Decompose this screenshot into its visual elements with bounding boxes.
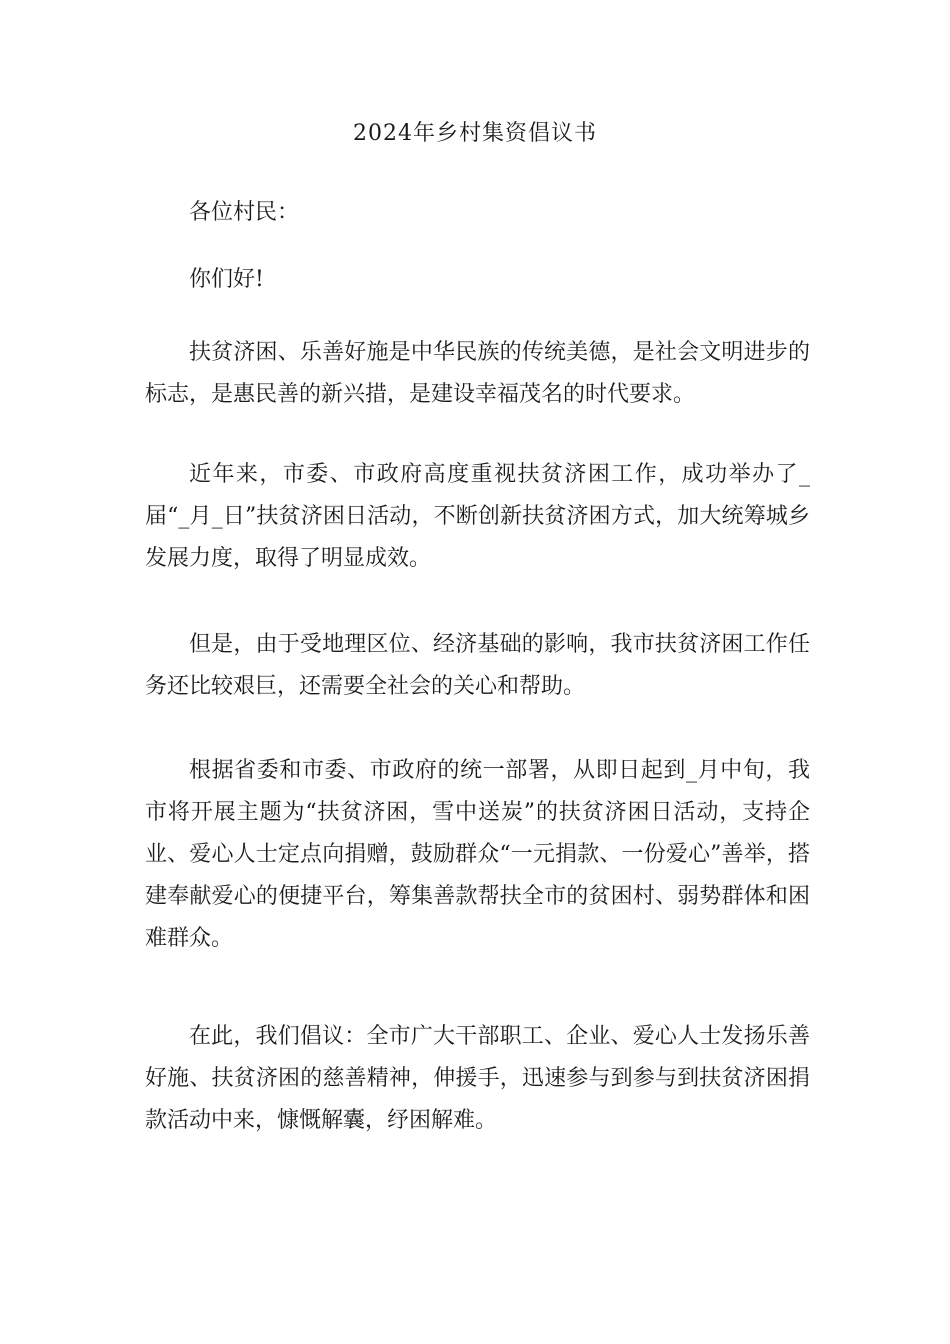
paragraph-5: 在此，我们倡议：全市广大干部职工、企业、爱心人士发扬乐善好施、扶贫济困的慈善精神，伸援手，迅速参与到参与到扶贫济困捐款活动中来，慷慨解囊，纾困解难。 — [145, 1024, 810, 1133]
paragraph-3: 但是，由于受地理区位、经济基础的影响，我市扶贫济困工作任务还比较艰巨，还需要全社会的关心和帮助。 — [145, 632, 810, 699]
paragraph-4: 根据省委和市委、市政府的统一部署，从即日起到_月中旬，我市将开展主题为“扶贫济困，雪中送炭”的扶贫济困日活动，支持企业、爱心人士定点向捐赠，鼓励群众“一元捐款、一份爱心”善举，搭建奉献爱心的便捷平台，筹集善款帮扶全市的贫困村、弱势群体和困难群众。 — [145, 758, 810, 951]
salutation: 各位村民： — [189, 200, 300, 225]
paragraph-1: 扶贫济困、乐善好施是中华民族的传统美德，是社会文明进步的标志，是惠民善的新兴措，是建设幸福茂名的时代要求。 — [145, 340, 810, 407]
document-title: 2024年乡村集资倡议书 — [353, 121, 597, 146]
paragraph-2: 近年来，市委、市政府高度重视扶贫济困工作，成功举办了_届“_月_日”扶贫济困日活动，不断创新扶贫济困方式，加大统筹城乡发展力度，取得了明显成效。 — [145, 462, 810, 571]
greeting: 你们好! — [189, 267, 264, 292]
